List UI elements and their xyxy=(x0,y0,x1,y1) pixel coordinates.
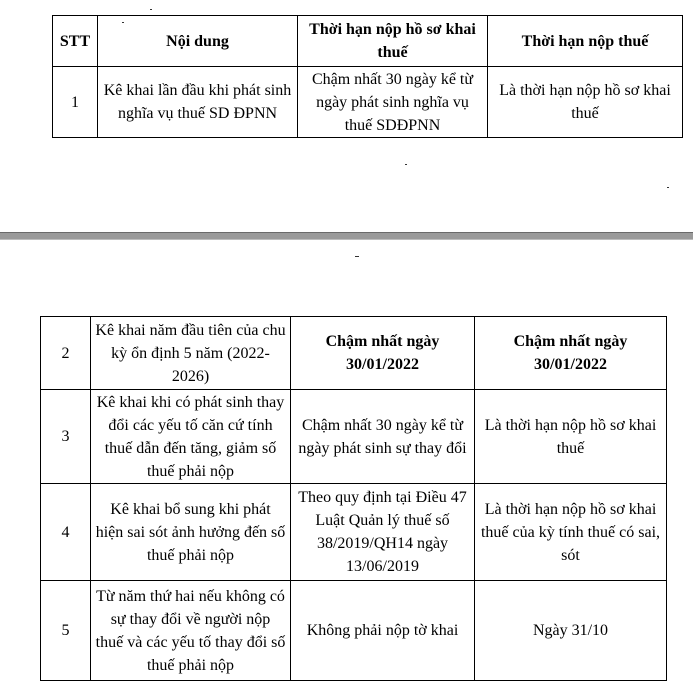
header-filing-deadline: Thời hạn nộp hồ sơ khai thuế xyxy=(298,16,488,67)
table-row xyxy=(41,484,667,581)
scan-speck xyxy=(667,187,669,188)
row-payment-deadline: Là thời hạn nộp hồ sơ khai thuế xyxy=(475,390,667,484)
row-content: Từ năm thứ hai nếu không có sự thay đổi về người nộp thuế và các yếu tố thay đổi số thuế phải nộp xyxy=(91,581,291,681)
table-row xyxy=(41,390,667,484)
page-break-divider xyxy=(0,232,693,240)
table-row xyxy=(41,317,667,390)
table-row xyxy=(41,581,667,681)
tax-deadline-table-top xyxy=(52,15,683,138)
row-payment-deadline: Là thời hạn nộp hồ sơ khai thuế xyxy=(488,67,683,138)
table-row xyxy=(53,67,683,138)
scan-speck xyxy=(122,22,124,23)
row-stt: 3 xyxy=(41,390,91,484)
row-filing-deadline: Theo quy định tại Điều 47 Luật Quản lý thuế số 38/2019/QH14 ngày 13/06/2019 xyxy=(291,484,475,581)
tax-deadline-table-bottom xyxy=(40,316,667,681)
row-filing-deadline: Chậm nhất 30 ngày kể từ ngày phát sinh sự thay đổi xyxy=(291,390,475,484)
scan-speck xyxy=(405,164,407,165)
header-stt: STT xyxy=(53,16,98,67)
row-content: Kê khai năm đầu tiên của chu kỳ ổn định 5 năm (2022-2026) xyxy=(91,317,291,390)
header-content: Nội dung xyxy=(98,16,298,67)
header-payment-deadline: Thời hạn nộp thuế xyxy=(488,16,683,67)
row-stt: 5 xyxy=(41,581,91,681)
row-content: Kê khai bổ sung khi phát hiện sai sót ảnh hưởng đến số thuế phải nộp xyxy=(91,484,291,581)
row-filing-deadline: Chậm nhất 30 ngày kể từ ngày phát sinh nghĩa vụ thuế SDĐPNN xyxy=(298,67,488,138)
row-payment-deadline: Chậm nhất ngày 30/01/2022 xyxy=(475,317,667,390)
row-filing-deadline: Không phải nộp tờ khai xyxy=(291,581,475,681)
row-content: Kê khai lần đầu khi phát sinh nghĩa vụ thuế SD ĐPNN xyxy=(98,67,298,138)
scan-speck xyxy=(355,256,359,257)
row-payment-deadline: Ngày 31/10 xyxy=(475,581,667,681)
row-payment-deadline: Là thời hạn nộp hồ sơ khai thuế của kỳ tính thuế có sai, sót xyxy=(475,484,667,581)
row-content: Kê khai khi có phát sinh thay đổi các yếu tố căn cứ tính thuế dẫn đến tăng, giảm số thuế phải nộp xyxy=(91,390,291,484)
row-stt: 4 xyxy=(41,484,91,581)
row-stt: 1 xyxy=(53,67,98,138)
table-header-row xyxy=(53,16,683,67)
row-stt: 2 xyxy=(41,317,91,390)
scan-speck xyxy=(150,9,152,10)
row-filing-deadline: Chậm nhất ngày 30/01/2022 xyxy=(291,317,475,390)
